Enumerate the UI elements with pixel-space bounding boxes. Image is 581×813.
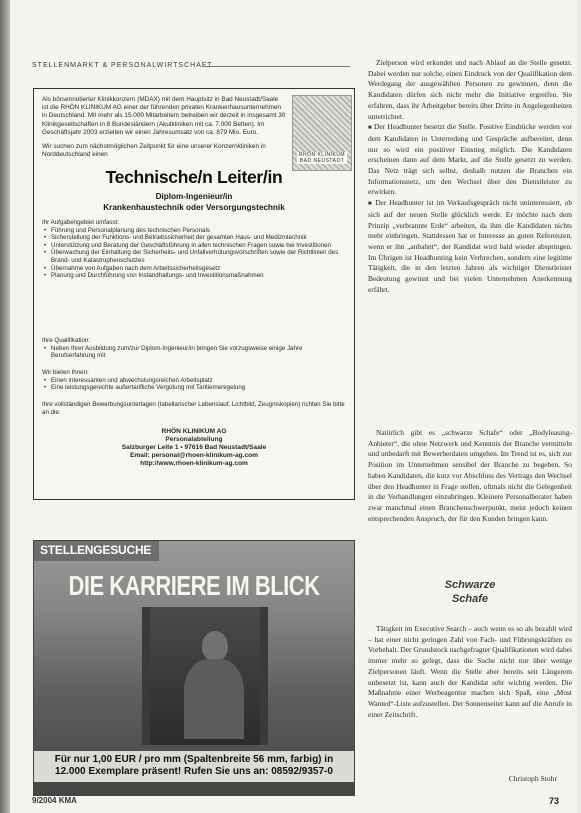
job-advertisement (33, 88, 355, 500)
article-author: Christoph Stohr (508, 774, 557, 783)
ad-offer (42, 369, 348, 392)
list-item: • Unterstützung und Beratung der Geschäftsführung in allen technischen Fragen sowie bei Investitionen (51, 242, 348, 250)
article-paragraph: ■ Der Headhunter ist im Verkaufsgespräch nicht uninteressiert, ob sich auf der neuen Stelle glücklich werde. Er möchte nach dem Prinzip „verbrannte Erde“ arbeiten, da ihm die Kandidaten nichts mehr einbringen. Stattdessen hat er Interesse an guten Referenzen, wenn er ihn „anbahnt“, der Kandidat wird bald wieder abspringen. Im Übrigen ist Headhunting kein Verbrechen, sondern eine legitime Tätigkeit, die in den letzten Jahren als wichtiger Dienstleister Bedeutung gewinnt und bei vielen Unternehmen Anerkennung erfährt. (368, 198, 572, 295)
ad-intro (42, 96, 286, 165)
ad-tasks-title: Ihr Aufgabengebiet umfasst: (42, 219, 120, 226)
ad-offer-title: Wir bieten Ihnen: (42, 369, 89, 376)
ad-headline: Technische/n Leiter/in (105, 167, 283, 187)
promo-footer-line: 12.000 Exemplare präsent! Rufen Sie uns an: 08592/9357-0 (55, 766, 333, 777)
article-paragraph: Natürlich gibt es „schwarze Schafe“ oder „Bodyleasing-Anbieter“, die ohne Netzwerk und Kenntnis der Branche vermitteln und unbedarft mit Bewerberdaten umgehen. Im Trend ist es, sich zur Position im Unternehmen sensibel der Branche zu begeben. So haben Kandidaten, die kurz vor Abschluss des Vertrags den Wechsel über den Headhunter in Frage stellen, oftmals nicht die Gelegenheit in die Verhandlungen einzubringen. Kleinere Personalberater haben zwar manchmal einen Branchenschwerpunkt, meist jedoch keinen entsprechenden Anspruch, der für den Kunden bringen kann. (368, 428, 572, 523)
contact-department: Personalabteilung (165, 436, 223, 443)
promo-title: DIE KARRIERE IM BLICK (68, 569, 320, 601)
contact-company: RHÖN KLINIKUM AG (161, 428, 227, 435)
ad-contact (34, 428, 354, 468)
ad-closing: Ihre vollständigen Bewerbungsunterlagen (tabellarischer Lebenslauf, Lichtbild, Zeugniskopien) richten Sie bitte an die: (42, 401, 345, 416)
article-paragraph: ■ Der Headhunter besetzt die Stelle. Positive Eindrücke werden vor dem Kandidaten in Unterredung und Gespräche aufbereitet, denn nur so wird ein positiver Einstieg möglich. Die Kandidaten erscheinen dann auf dem Markt, auf die Stelle gesetzt zu werden. Das Netz trägt sich selbst, deshalb nutzen die Branchen ein Informationsnetz, um den Wechsel über den Dienstleister zu erwirken. (368, 122, 572, 198)
ad-intro-paragraph: Wir suchen zum nächstmöglichen Zeitpunkt für eine unserer Konzernkliniken in Norddeutschland einen (42, 143, 266, 159)
article-column-lower (368, 624, 572, 720)
ad-tasks (42, 219, 348, 280)
ad-qualifications (42, 337, 348, 360)
magazine-page (10, 0, 577, 813)
list-item: • Überwachung der Einhaltung der Sicherheits- und Unfallverhütungsvorschriften sowie der Richtlinien des Brand- und Katastrophenschutzes (51, 249, 348, 264)
binding-shadow (0, 0, 10, 813)
list-item: • Neben Ihrer Ausbildung zum/zur Diplom-Ingenieur/in bringen Sie vorzugsweise einige Jahre Berufserfahrung mit (51, 345, 348, 360)
contact-website[interactable]: http://www.rhoen-klinikum-ag.com (140, 460, 248, 467)
list-item: • Führung und Personalplanung des technischen Personals (51, 227, 348, 235)
subheading-line: Schwarze (444, 579, 496, 591)
promo-label: STELLENGESUCHE (34, 541, 159, 561)
section-header: STELLENMARKT & PERSONALWIRTSCHAFT (32, 62, 350, 72)
contact-email[interactable]: Email: personal@rhoen-klinikum-ag.com (129, 452, 259, 459)
person-silhouette-head (202, 631, 228, 661)
company-logo (292, 95, 352, 171)
contact-address: Salzburger Leite 1 • 97616 Bad Neustadt/Saale (121, 444, 267, 451)
promo-footer (34, 751, 354, 782)
article-column-middle (368, 428, 572, 524)
list-item: • Sicherstellung der Funktions- und Betriebssicherheit der gesamten Haus- und Medizintechnik (51, 234, 348, 242)
promo-advertisement (33, 540, 355, 796)
person-silhouette-body (184, 659, 244, 739)
article-subheading (368, 578, 572, 606)
subheading-line: Schafe (451, 593, 489, 605)
ad-subheading: Diplom-Ingenieur/in (155, 192, 233, 201)
ad-intro-paragraph: Als börsennotierter Klinikkonzern (MDAX) mit dem Hauptsitz in Bad Neustadt/Saale ist die RHÖN KLINIKUM AG einer der führenden privaten Krankenhausunternehmen in Deutschland. Mit mehr als 15.000 Mitarbeitern betreiben wir derzeit in insgesamt 30 Klinikgesellschaften in 8 Bundesländern (Akutkliniken mit ca. 7.000 Betten). Im Geschäftsjahr 2003 erzielten wir einen Jahresumsatz von ca. 879 Mio. Euro. (42, 96, 286, 136)
article-paragraph: Tätigkeit im Executive Search – auch wenn es so als bezahlt wird – hat einer nicht geringen Zahl von Fach- und Führungskräften zu Vorbehalt. Der Grundstock nachgefragter Qualifikationen wird dabei immer mehr so gelegt, dass die Suche nicht nur über wenige Zielpersonen läuft. Wenn die Stelle aber bereits seit Längerem unbesetzt ist, kann auch der Kandidat sehr wichtig werden. Die Maßnahme einer Werbeagentur machen sich Spaß, eine „Most Wanted“-Liste aufzustellen. Der Sonnenseiter kann auf die Anrufe in einer Zeitschrift. (368, 624, 572, 719)
list-item: • Übernahme von Aufgaben nach dem Arbeitssicherheitsgesetz (51, 265, 348, 273)
article-paragraph: Zielperson wird erkundet und nach Ablauf an die Stelle gesetzt. Dabei werden nur solche, einen Eindruck von der Qualifikation dem Werdegang der ausgewählten Personen zu gewinnen, denn die Kandidaten dürfen sich nicht mehr die Initiative ergreifen. Sie erfahren, dass ihr Arbeitgeber bereits über Dritte in Angelegenheiten unterrichtet. (368, 58, 572, 121)
list-item: • Eine leistungsgerechte außertarifliche Vergütung mit Tantiemeregelung (51, 384, 348, 392)
list-item: • Planung und Durchführung von Instandhaltungs- und Investitionsmaßnahmen (51, 272, 348, 280)
page-number: 73 (548, 796, 559, 806)
logo-text: RHÖN KLINIKUM BAD NEUSTADT (298, 152, 346, 164)
list-item: • Einen interessanten und abwechslungsreichen Arbeitsplatz (51, 377, 348, 385)
issue-folio: 9/2004 KMA (32, 796, 77, 805)
promo-photo (142, 607, 268, 745)
promo-footer-line: Für nur 1,00 EUR / pro mm (Spaltenbreite 56 mm, farbig) in (54, 754, 334, 765)
article-column-upper (368, 58, 572, 295)
ad-quals-title: Ihre Qualifikation: (42, 337, 91, 344)
ad-subheading: Krankenhaustechnik oder Versorgungstechnik (103, 203, 285, 212)
